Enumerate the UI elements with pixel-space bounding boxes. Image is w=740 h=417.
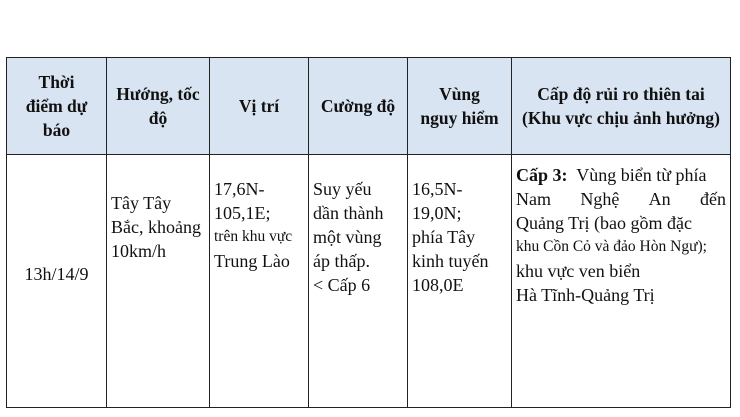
direction-line: Bắc, khoảng	[111, 217, 201, 237]
risk-word: đến	[699, 189, 726, 209]
header-danger-line: Vùng	[439, 84, 480, 104]
risk-line-4: khu Cồn Cỏ và đảo Hòn Ngư);	[516, 238, 707, 255]
risk-word: An	[648, 189, 671, 209]
direction-line: 10km/h	[111, 241, 167, 261]
risk-level-label: Cấp 3:	[516, 165, 568, 185]
header-intensity: Cường độ	[309, 58, 408, 155]
position-line: 17,6N-	[214, 179, 265, 199]
header-direction-line: Hướng, tốc	[116, 84, 200, 104]
direction-line: Tây Tây	[111, 193, 172, 213]
header-row	[7, 58, 731, 155]
forecast-table	[6, 57, 731, 408]
intensity-line: < Cấp 6	[313, 275, 371, 295]
intensity-line: dần thành	[313, 203, 384, 223]
position-line: 105,1E;	[214, 203, 271, 223]
header-danger-line: nguy hiểm	[420, 108, 499, 128]
cell-risk-level	[512, 155, 731, 408]
header-time	[7, 58, 107, 155]
danger-line: phía Tây	[412, 227, 476, 247]
danger-line: 19,0N;	[412, 203, 462, 223]
risk-line-3: Quảng Trị (bao gồm đặc	[516, 213, 692, 233]
table-row	[7, 155, 731, 408]
cell-direction	[107, 155, 210, 408]
danger-line: kinh tuyến	[412, 251, 489, 271]
header-time-line: Thời	[38, 72, 75, 92]
header-time-line: báo	[42, 120, 71, 140]
danger-line: 108,0E	[412, 275, 464, 295]
cell-time: 13h/14/9	[7, 155, 107, 408]
risk-line-1	[516, 163, 726, 187]
cell-intensity	[309, 155, 408, 408]
header-direction-line: độ	[148, 108, 168, 128]
risk-word: Nam	[516, 189, 551, 209]
header-time-line: điểm dự	[25, 96, 88, 116]
cell-danger-zone	[408, 155, 512, 408]
risk-line-2	[516, 187, 726, 211]
header-direction	[107, 58, 210, 155]
intensity-line: áp thấp.	[313, 251, 370, 271]
cell-position	[210, 155, 309, 408]
position-line: trên khu vực	[214, 228, 293, 245]
header-danger-zone	[408, 58, 512, 155]
danger-line: 16,5N-	[412, 179, 463, 199]
header-risk-line: Cấp độ rủi ro thiên tai	[537, 84, 705, 104]
risk-text: Vùng biển từ phía	[576, 165, 707, 185]
header-risk-level	[512, 58, 731, 155]
intensity-line: một vùng	[313, 227, 382, 247]
risk-word: Nghệ	[580, 189, 620, 209]
position-line: Trung Lào	[214, 251, 290, 271]
intensity-line: Suy yếu	[313, 179, 372, 199]
risk-line-5: khu vực ven biển	[516, 261, 641, 281]
header-position: Vị trí	[210, 58, 309, 155]
risk-line-6: Hà Tĩnh-Quảng Trị	[516, 285, 655, 305]
header-risk-line: (Khu vực chịu ảnh hưởng)	[522, 108, 720, 128]
